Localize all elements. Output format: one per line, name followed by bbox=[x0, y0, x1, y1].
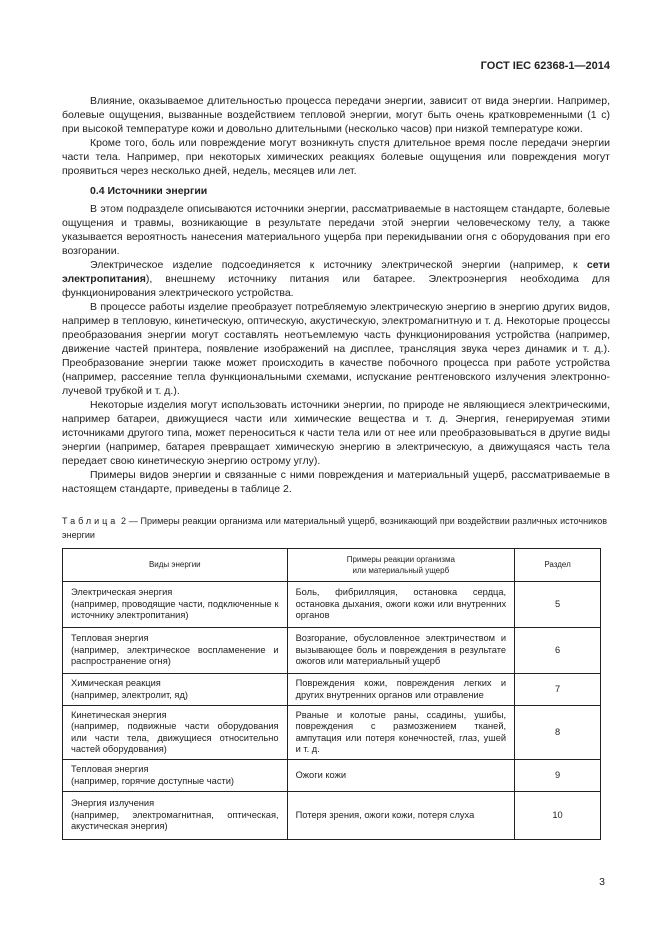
caption-number: 2 bbox=[121, 516, 127, 526]
reaction-cell: Потеря зрения, ожоги кожи, потеря слуха bbox=[287, 792, 515, 840]
reaction-cell: Повреждения кожи, повреждения легких и других внутренних органов или отравление bbox=[287, 674, 515, 706]
energy-type-cell: Тепловая энергия (например, горячие доступные части) bbox=[63, 760, 288, 792]
energy-type-cell: Тепловая энергия (например, электрическое воспламенение и распространение огня) bbox=[63, 628, 288, 674]
table-row bbox=[63, 628, 601, 674]
energy-type-cell: Электрическая энергия (например, проводящие части, подключенные к источнику электропитания) bbox=[63, 582, 288, 628]
reaction-cell: Боль, фибрилляция, остановка сердца, остановка дыхания, ожоги кожи или внутренних органов bbox=[287, 582, 515, 628]
text: ), внешнему источнику питания или батарее. Электроэнергия необходима для функционирования электрического устройства. bbox=[62, 273, 610, 299]
paragraph bbox=[62, 258, 610, 300]
paragraph: Некоторые изделия могут использовать источники энергии, по природе не являющиеся электрическими, например батареи, движущиеся части или химические вещества и т. д. Энергия, генерируемая этими источниками другого типа, может переноситься к части тела или от нее или преобразовываться в другие виды энергии (например, батарея превращает химическую энергию в электрическую, а движущаяся часть тела передает свою кинетическую энергию острому углу). bbox=[62, 399, 610, 467]
reaction-cell: Рваные и колотые раны, ссадины, ушибы, повреждения с размозжением тканей, ампутация или потеря конечностей, глаз, ушей и т. д. bbox=[287, 706, 515, 760]
section-title: 0.4 Источники энергии bbox=[90, 185, 208, 197]
document-header: ГОСТ IEC 62368-1—2014 bbox=[480, 60, 610, 72]
paragraph: В процессе работы изделие преобразует потребляемую электрическую энергию в энергию других видов, например в тепловую, кинетическую, оптическую, акустическую, электромагнитную и т. д. Некоторые процессы преобразования энергии могут составлять неотъемлемую часть функционирования устройства (например, движение частей принтера, появление изображений на дисплее, трансляция звука через динамик и т. д.). Преобразование энергии также может происходить в качестве побочного процесса при работе устройства (например, рассеяние тепла функциональными схемами, испускание рентгеновского излучения электронно-лучевой трубкой и т. д.). bbox=[62, 301, 610, 397]
text: Электрическое изделие подсоединяется к источнику электрической энергии (например, к bbox=[90, 259, 587, 271]
table-caption bbox=[62, 514, 607, 542]
table-header-row bbox=[63, 549, 601, 582]
column-header: Раздел bbox=[515, 549, 601, 582]
table-row bbox=[63, 706, 601, 760]
reaction-cell: Ожоги кожи bbox=[287, 760, 515, 792]
paragraph: Влияние, оказываемое длительностью процесса передачи энергии, зависит от вида энергии. Например, болевые ощущения, вызванные воздействием тепловой энергии, могут быть очень кратковременными (1 с) при высокой температуре кожи и довольно длительными (несколько часов) при низкой температуре кожи. bbox=[62, 95, 610, 135]
table-row bbox=[63, 792, 601, 840]
paragraph: Примеры видов энергии и связанные с ними повреждения и материальный ущерб, рассматриваемые в настоящем стандарте, приведены в таблице 2. bbox=[62, 469, 610, 495]
table-row bbox=[63, 760, 601, 792]
table-row bbox=[63, 674, 601, 706]
energy-type-cell: Кинетическая энергия (например, подвижные части оборудования или части тела, движущиеся относительно частей оборудования) bbox=[63, 706, 288, 760]
section-cell: 8 bbox=[515, 706, 601, 760]
section-cell: 6 bbox=[515, 628, 601, 674]
paragraph: Кроме того, боль или повреждение могут возникнуть спустя длительное время после передачи энергии части тела. Например, при некоторых химических реакциях болевые ощущения или повреждения могут проявиться через несколько дней, недель, месяцев или лет. bbox=[62, 137, 610, 177]
caption-label: Таблица bbox=[62, 516, 119, 526]
reaction-cell: Возгорание, обусловленное электричеством и вызывающее боль и повреждения в результате ожогов или материальный ущерб bbox=[287, 628, 515, 674]
caption-text: — Примеры реакции организма или материальный ущерб, возникающий при воздействии различных источников энергии bbox=[62, 516, 607, 540]
table-row bbox=[63, 582, 601, 628]
paragraph: В этом подразделе описываются источники энергии, рассматриваемые в настоящем стандарте, болевые ощущения и травмы, возникающие в результате передачи этой энергии человеческому телу, а также указывается вероятность нанесения материального ущерба при перекидывании огня с оборудования при его возгорании. bbox=[62, 203, 610, 257]
section-cell: 9 bbox=[515, 760, 601, 792]
section-cell: 5 bbox=[515, 582, 601, 628]
energy-table bbox=[62, 548, 601, 840]
section-cell: 7 bbox=[515, 674, 601, 706]
term-bold: сети электропитания bbox=[62, 259, 610, 285]
section-cell: 10 bbox=[515, 792, 601, 840]
energy-type-cell: Химическая реакция (например, электролит, яд) bbox=[63, 674, 288, 706]
document-body bbox=[62, 94, 610, 496]
column-header: Примеры реакции организма или материальный ущерб bbox=[287, 549, 515, 582]
column-header: Виды энергии bbox=[63, 549, 288, 582]
energy-type-cell: Энергия излучения (например, электромагнитная, оптическая, акустическая энергия) bbox=[63, 792, 288, 840]
page-number: 3 bbox=[599, 876, 605, 888]
